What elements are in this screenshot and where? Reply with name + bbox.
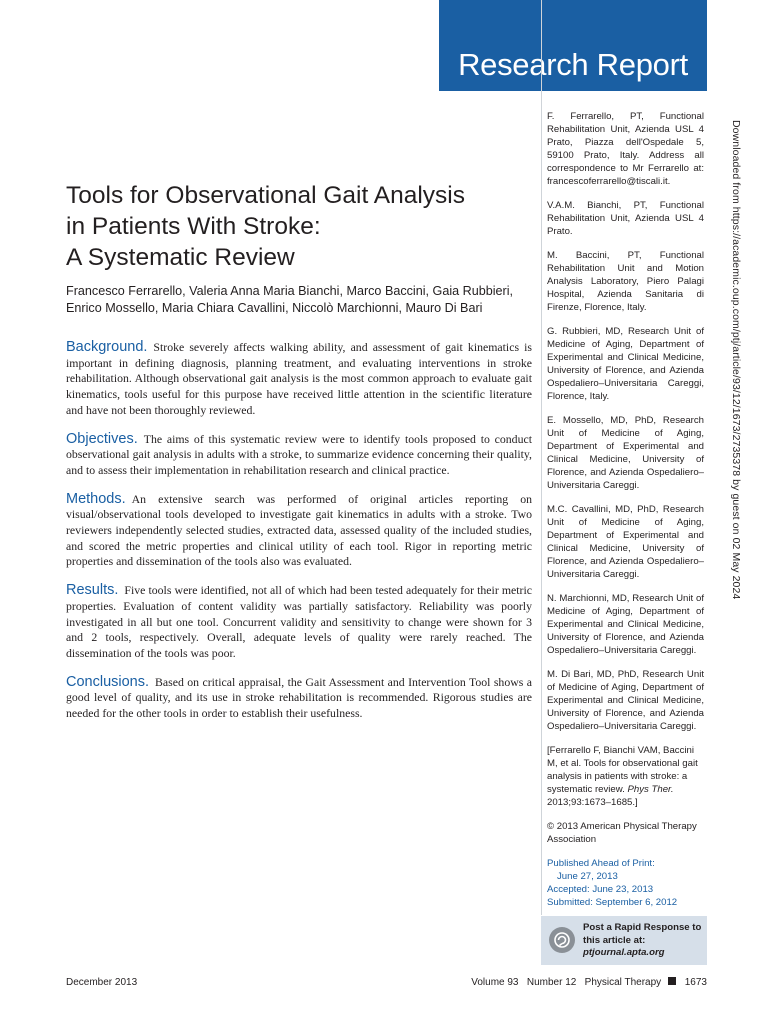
published-label: Published Ahead of Print: xyxy=(547,858,655,869)
citation-text: [Ferrarello F, Bianchi VAM, Baccini M, et al. Tools for observational gait analysis in patients with stroke: a systematic review. xyxy=(547,745,698,795)
copyright: © 2013 American Physical Therapy Association xyxy=(547,821,697,845)
abstract-results xyxy=(66,583,532,662)
section-text: Stroke severely affects walking ability, and assessment of gait kinematics is important in defining diagnosis, planning treatment, and evaluating interventions in stroke rehabilitation. Although observational gait analysis is the most common approach to evaluate gait kinematics, tools useful for this purpose have received little attention in the scientific literature and have not been thoroughly reviewed. xyxy=(66,340,532,417)
sidebar-notes xyxy=(547,110,704,909)
abstract-background xyxy=(66,340,532,419)
rapid-response-box[interactable] xyxy=(541,916,707,965)
download-note: Downloaded from https://academic.oup.com/ptj/article/93/12/1673/2735378 by guest on 02 May 2024 xyxy=(730,120,742,600)
footer-journal-info xyxy=(471,977,707,988)
citation-journal: Phys Ther. xyxy=(627,784,674,795)
abstract-objectives xyxy=(66,432,532,479)
abstract xyxy=(66,340,532,735)
submitted-date: Submitted: September 6, 2012 xyxy=(547,897,678,908)
author-list xyxy=(66,283,536,317)
section-heading: Methods. xyxy=(66,490,126,507)
section-text: The aims of this systematic review were to identify tools proposed to conduct observational gait analysis in adults with a stroke, to summarize evidence concerning their quality, and to assess their implementation in rehabilitation research and clinical practice. xyxy=(66,431,532,477)
footer-square-icon xyxy=(668,977,676,985)
footer-number: Number 12 xyxy=(526,977,577,988)
section-text: An extensive search was performed of original articles reporting on visual/observational tools developed to investigate gait kinematics in adults with a stroke. Two reviewers independently selected studies, extracted data, assessed quality of the included studies, and scored the metric properties and clinical utility of each tool. Rigor in reporting metric properties and dissemination of the tools also was evaluated. xyxy=(66,491,532,569)
published-date: June 27, 2013 xyxy=(557,871,618,882)
author-line: Francesco Ferrarello, Valeria Anna Maria Bianchi, Marco Baccini, Gaia Rubbieri, xyxy=(66,284,514,298)
affiliation: E. Mossello, MD, PhD, Research Unit of Medicine of Aging, Department of Experimental and Clinical Medicine, University of Florence, and Azienda Ospedaliero–Universitaria Careggi. xyxy=(547,415,704,491)
abstract-conclusions xyxy=(66,675,532,722)
section-label: Research Report xyxy=(458,46,688,82)
footer-volume: Volume 93 xyxy=(471,977,519,988)
citation-volume: 2013;93:1673–1685.] xyxy=(547,797,638,808)
title-line: in Patients With Stroke: xyxy=(66,213,321,240)
section-heading: Background. xyxy=(66,339,148,355)
rapid-response-line1: Post a Rapid Response to xyxy=(583,922,702,933)
rapid-response-line2: this article at: xyxy=(583,934,646,946)
author-line: Enrico Mossello, Maria Chiara Cavallini, Niccolò Marchionni, Mauro Di Bari xyxy=(66,301,483,315)
affiliation: G. Rubbieri, MD, Research Unit of Medicine of Aging, Department of Experimental and Clinical Medicine, University of Florence, and Azienda Ospedaliero–Universitaria Careggi, Florence, Italy. xyxy=(547,326,704,402)
affiliation: F. Ferrarello, PT, Functional Rehabilitation Unit, Azienda USL 4 Prato, Piazza dell'Ospedale 5, 59100 Prato, Italy. Address all correspondence to Mr Ferrarello at: francescoferrarello@tiscali.it. xyxy=(547,111,704,187)
article-title xyxy=(66,180,536,273)
citation xyxy=(547,744,704,809)
affiliation: M. Baccini, PT, Functional Rehabilitation Unit and Motion Analysis Laboratory, Piero Palagi Hospital, Azienda Sanitaria di Firenze, Florence, Italy. xyxy=(547,250,704,313)
section-heading: Conclusions. xyxy=(66,673,150,690)
section-heading: Objectives. xyxy=(66,430,138,447)
abstract-methods xyxy=(66,492,532,571)
section-text: Based on critical appraisal, the Gait Assessment and Intervention Tool shows a good level of quality, and its use in stroke rehabilitation is recommended. Rigorous studies are needed for the other tools in order to establish their usefulness. xyxy=(66,674,532,721)
affiliation: V.A.M. Bianchi, PT, Functional Rehabilitation Unit, Azienda USL 4 Prato. xyxy=(547,200,704,237)
section-heading: Results. xyxy=(66,582,119,599)
footer-page: 1673 xyxy=(684,977,707,988)
footer-journal: Physical Therapy xyxy=(584,977,662,988)
rapid-response-icon xyxy=(549,927,575,953)
title-line: A Systematic Review xyxy=(66,244,295,271)
footer-date: December 2013 xyxy=(66,977,138,988)
affiliation: M.C. Cavallini, MD, PhD, Research Unit of Medicine of Aging, Department of Experimental and Clinical Medicine, University of Florence, and Azienda Ospedaliero–Universitaria Careggi. xyxy=(547,504,704,580)
affiliation: M. Di Bari, MD, PhD, Research Unit of Medicine of Aging, Department of Experimental and Clinical Medicine, University of Florence, and Azienda Ospedaliero–Universitaria Careggi. xyxy=(547,669,704,732)
affiliation: N. Marchionni, MD, Research Unit of Medicine of Aging, Department of Experimental and Clinical Medicine, University of Florence, and Azienda Ospedaliero–Universitaria Careggi. xyxy=(547,593,704,656)
publication-dates xyxy=(547,857,704,909)
section-text: Five tools were identified, not all of which had been tested adequately for their metric properties. Evaluation of content validity was partially satisfactory. Reliability was poorly investigated in all but one tool. Concurrent validity and sensitivity to change were shown for 3 and 2 tools, respectively. Overall, adequate levels of quality were rarely reached. The dissemination of the tools was poor. xyxy=(66,583,532,660)
rapid-response-link[interactable]: ptjournal.apta.org xyxy=(583,947,665,958)
accepted-date: Accepted: June 23, 2013 xyxy=(547,884,654,895)
title-line: Tools for Observational Gait Analysis xyxy=(66,182,465,209)
